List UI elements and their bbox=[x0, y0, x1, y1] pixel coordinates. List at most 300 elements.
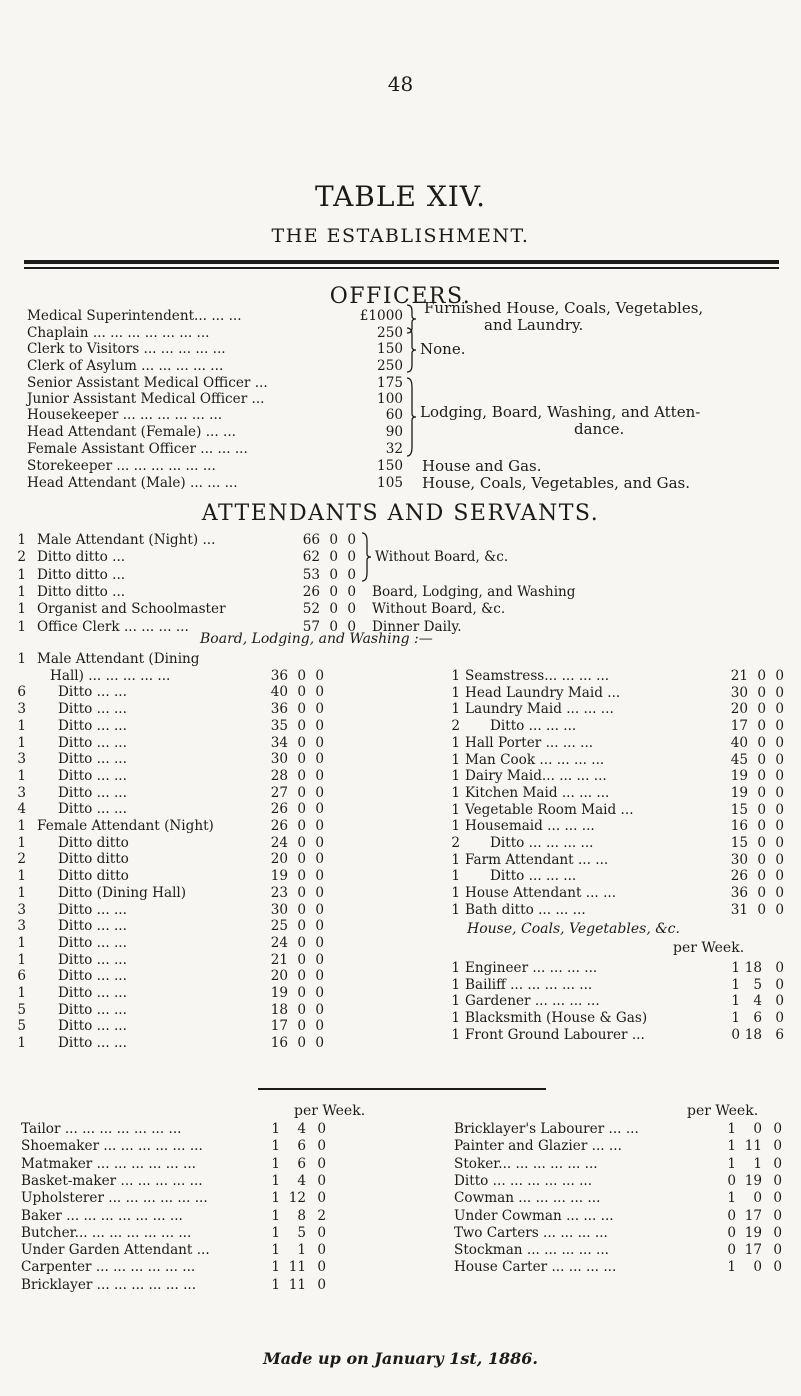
row-count: 1 bbox=[451, 868, 460, 885]
row-label: Upholsterer ... ... ... ... ... ... bbox=[21, 1190, 208, 1207]
pounds: 0 bbox=[731, 1026, 740, 1043]
row-label: Stockman ... ... ... ... ... bbox=[454, 1242, 609, 1259]
pounds: 66 bbox=[302, 532, 320, 548]
shillings: 0 bbox=[297, 834, 306, 851]
shillings: 0 bbox=[757, 751, 766, 768]
pence: 0 bbox=[315, 834, 324, 851]
row-label: Bailiff ... ... ... ... ... bbox=[465, 976, 593, 993]
shillings: 6 bbox=[753, 1010, 762, 1027]
pence: 0 bbox=[773, 1259, 782, 1276]
row-label: Ditto ditto ... bbox=[37, 549, 126, 566]
shillings: 0 bbox=[753, 1259, 762, 1276]
row-count: 1 bbox=[451, 801, 460, 818]
row-count: 1 bbox=[17, 717, 26, 734]
row-label: Head Laundry Maid ... bbox=[465, 684, 621, 701]
pence: 0 bbox=[317, 1138, 326, 1155]
row-count: 1 bbox=[17, 651, 26, 667]
row-label: House Attendant ... ... bbox=[465, 885, 617, 902]
row-label: Ditto ... ... bbox=[58, 1035, 127, 1052]
row-label: Male Attendant (Night) ... bbox=[37, 532, 216, 548]
row-count: 3 bbox=[17, 701, 26, 718]
row-label: Hall) ... ... ... ... ... bbox=[50, 667, 171, 684]
row-label: Farm Attendant ... ... bbox=[465, 851, 609, 868]
row-label: Carpenter ... ... ... ... ... ... bbox=[21, 1259, 196, 1276]
shillings: 0 bbox=[297, 985, 306, 1001]
pounds: 0 bbox=[727, 1172, 736, 1189]
pounds: 40 bbox=[730, 734, 748, 751]
row-count: 1 bbox=[17, 951, 26, 968]
pence: 0 bbox=[775, 818, 784, 835]
pence: 0 bbox=[775, 784, 784, 801]
per-week-label: per Week. bbox=[687, 1103, 759, 1119]
pounds: 1 bbox=[271, 1276, 280, 1293]
row-count: 3 bbox=[17, 918, 26, 935]
row-count: 1 bbox=[17, 868, 26, 885]
shillings: 0 bbox=[297, 818, 306, 834]
row-count: 1 bbox=[451, 668, 460, 684]
shillings: 0 bbox=[297, 667, 306, 684]
row-label: Seamstress... ... ... ... bbox=[465, 668, 610, 684]
shillings: 18 bbox=[744, 1026, 762, 1043]
house-heading: House, Coals, Vegetables, &c. bbox=[467, 921, 680, 937]
shillings: 0 bbox=[297, 701, 306, 718]
row-count: 1 bbox=[17, 601, 26, 618]
pounds: 24 bbox=[270, 834, 288, 851]
row-count: 4 bbox=[17, 801, 26, 818]
shillings: 0 bbox=[757, 835, 766, 851]
row-label: Ditto ... ... ... ... ... ... bbox=[454, 1172, 593, 1189]
shillings: 0 bbox=[753, 1121, 762, 1137]
row-note: Without Board, &c. bbox=[372, 601, 506, 618]
officer-salary: 105 bbox=[377, 475, 403, 491]
pence: 0 bbox=[775, 1010, 784, 1027]
pounds: 1 bbox=[271, 1121, 280, 1137]
officer-label: Clerk of Asylum ... ... ... ... ... bbox=[27, 358, 224, 374]
pounds: 36 bbox=[270, 667, 288, 684]
row-note: Without Board, &c. bbox=[375, 549, 509, 566]
pence: 0 bbox=[315, 1018, 324, 1035]
row-label: Ditto ... ... bbox=[58, 985, 127, 1001]
pounds: 0 bbox=[727, 1224, 736, 1241]
shillings: 0 bbox=[297, 1035, 306, 1052]
officer-salary: 150 bbox=[377, 458, 403, 474]
pence: 0 bbox=[775, 835, 784, 851]
brace-mark bbox=[405, 377, 417, 457]
pounds: 17 bbox=[270, 1018, 288, 1035]
row-label: Tailor ... ... ... ... ... ... ... bbox=[21, 1121, 182, 1137]
pounds: 26 bbox=[270, 801, 288, 818]
row-label: Ditto ditto bbox=[58, 851, 129, 868]
row-count: 2 bbox=[451, 718, 460, 735]
row-label: Butcher... ... ... ... ... ... ... bbox=[21, 1224, 192, 1241]
row-label: Cowman ... ... ... ... ... bbox=[454, 1190, 601, 1207]
pence: 0 bbox=[315, 868, 324, 885]
pence: 0 bbox=[315, 1001, 324, 1018]
pence: 0 bbox=[317, 1242, 326, 1259]
pence: 0 bbox=[317, 1224, 326, 1241]
row-label: Ditto ... ... bbox=[58, 1001, 127, 1018]
row-label: Ditto ditto bbox=[58, 868, 129, 885]
row-label: Kitchen Maid ... ... ... bbox=[465, 784, 610, 801]
footer-note: Made up on January 1st, 1886. bbox=[263, 1349, 538, 1368]
row-label: Under Garden Attendant ... bbox=[21, 1242, 210, 1259]
thin-rule bbox=[24, 267, 779, 269]
officer-note: None. bbox=[420, 340, 466, 358]
row-count: 1 bbox=[451, 851, 460, 868]
shillings: 0 bbox=[297, 734, 306, 751]
shillings: 1 bbox=[297, 1242, 306, 1259]
shillings: 0 bbox=[757, 684, 766, 701]
pence: 0 bbox=[775, 868, 784, 885]
row-count: 1 bbox=[451, 684, 460, 701]
pence: 0 bbox=[773, 1172, 782, 1189]
shillings: 0 bbox=[297, 1018, 306, 1035]
pence: 0 bbox=[317, 1276, 326, 1293]
pence: 0 bbox=[773, 1242, 782, 1259]
row-count: 1 bbox=[17, 834, 26, 851]
pence: 0 bbox=[315, 918, 324, 935]
pounds: 16 bbox=[270, 1035, 288, 1052]
pence: 0 bbox=[775, 684, 784, 701]
row-label: Ditto ... ... bbox=[58, 751, 127, 768]
officers-heading: OFFICERS. bbox=[329, 284, 472, 309]
row-label: Ditto ditto ... bbox=[37, 566, 126, 583]
pounds: 19 bbox=[730, 784, 748, 801]
pence: 0 bbox=[773, 1207, 782, 1224]
row-label: Basket-maker ... ... ... ... ... bbox=[21, 1172, 203, 1189]
row-label: Ditto ... ... bbox=[58, 1018, 127, 1035]
row-label: Ditto ... ... bbox=[58, 734, 127, 751]
row-count: 1 bbox=[17, 818, 26, 834]
row-count: 1 bbox=[17, 934, 26, 951]
pence: 0 bbox=[775, 960, 784, 976]
row-count: 1 bbox=[17, 985, 26, 1001]
shillings: 0 bbox=[297, 934, 306, 951]
row-label: Ditto ... ... ... bbox=[490, 868, 577, 885]
pounds: 36 bbox=[270, 701, 288, 718]
pence: 0 bbox=[315, 784, 324, 801]
pounds: 26 bbox=[270, 818, 288, 834]
officer-note: and Laundry. bbox=[484, 316, 584, 334]
row-label: Baker ... ... ... ... ... ... ... bbox=[21, 1207, 183, 1224]
shillings: 0 bbox=[329, 532, 338, 548]
pence: 0 bbox=[315, 851, 324, 868]
officer-note: Lodging, Board, Washing, and Atten- bbox=[420, 403, 701, 421]
row-label: Vegetable Room Maid ... bbox=[465, 801, 634, 818]
shillings: 0 bbox=[297, 1001, 306, 1018]
pounds: 1 bbox=[271, 1242, 280, 1259]
row-label: Stoker... ... ... ... ... ... bbox=[454, 1155, 598, 1172]
pounds: 30 bbox=[730, 851, 748, 868]
pence: 0 bbox=[315, 734, 324, 751]
pounds: 57 bbox=[302, 618, 320, 635]
pence: 0 bbox=[317, 1155, 326, 1172]
heavy-rule bbox=[24, 260, 779, 264]
row-count: 1 bbox=[451, 993, 460, 1010]
row-count: 1 bbox=[451, 1026, 460, 1043]
pounds: 26 bbox=[730, 868, 748, 885]
pounds: 20 bbox=[730, 701, 748, 718]
shillings: 0 bbox=[297, 751, 306, 768]
shillings: 0 bbox=[757, 818, 766, 835]
shillings: 0 bbox=[329, 549, 338, 566]
table-subtitle: THE ESTABLISHMENT. bbox=[271, 225, 530, 247]
pounds: 52 bbox=[302, 601, 320, 618]
shillings: 18 bbox=[744, 960, 762, 976]
row-label: Ditto ditto bbox=[58, 834, 129, 851]
row-label: Housemaid ... ... ... bbox=[465, 818, 595, 835]
shillings: 0 bbox=[329, 583, 338, 600]
row-count: 1 bbox=[17, 532, 26, 548]
officer-salary: 32 bbox=[385, 441, 403, 457]
pounds: 1 bbox=[271, 1207, 280, 1224]
officer-note: House, Coals, Vegetables, and Gas. bbox=[422, 474, 691, 492]
pence: 0 bbox=[347, 532, 356, 548]
pence: 0 bbox=[775, 668, 784, 684]
row-label: Engineer ... ... ... ... bbox=[465, 960, 598, 976]
officer-note: dance. bbox=[574, 420, 625, 438]
section-rule bbox=[258, 1088, 546, 1090]
pounds: 27 bbox=[270, 784, 288, 801]
attendants-heading: ATTENDANTS AND SERVANTS. bbox=[201, 501, 600, 526]
pence: 0 bbox=[347, 566, 356, 583]
row-label: Matmaker ... ... ... ... ... ... bbox=[21, 1155, 196, 1172]
pounds: 26 bbox=[302, 583, 320, 600]
row-label: Ditto ... ... bbox=[58, 901, 127, 918]
row-label: Front Ground Labourer ... bbox=[465, 1026, 645, 1043]
row-label: Bath ditto ... ... ... bbox=[465, 901, 586, 918]
shillings: 0 bbox=[297, 684, 306, 701]
pounds: 25 bbox=[270, 918, 288, 935]
shillings: 5 bbox=[297, 1224, 306, 1241]
shillings: 0 bbox=[329, 618, 338, 635]
pounds: 1 bbox=[727, 1155, 736, 1172]
row-count: 1 bbox=[451, 751, 460, 768]
pence: 0 bbox=[775, 718, 784, 735]
row-count: 1 bbox=[451, 701, 460, 718]
pence: 0 bbox=[773, 1224, 782, 1241]
row-count: 1 bbox=[451, 901, 460, 918]
pence: 0 bbox=[315, 884, 324, 901]
officer-salary: 250 bbox=[377, 325, 403, 341]
row-count: 5 bbox=[17, 1001, 26, 1018]
shillings: 0 bbox=[329, 601, 338, 618]
shillings: 0 bbox=[297, 717, 306, 734]
row-label: Ditto ... ... bbox=[58, 684, 127, 701]
shillings: 12 bbox=[288, 1190, 306, 1207]
pence: 0 bbox=[773, 1190, 782, 1207]
shillings: 0 bbox=[757, 768, 766, 785]
row-count: 3 bbox=[17, 784, 26, 801]
pounds: 15 bbox=[730, 835, 748, 851]
row-label: Ditto ... ... bbox=[58, 934, 127, 951]
officer-salary: 150 bbox=[377, 341, 403, 357]
row-label: Ditto ... ... bbox=[58, 968, 127, 985]
pence: 0 bbox=[315, 801, 324, 818]
shillings: 19 bbox=[744, 1224, 762, 1241]
shillings: 0 bbox=[757, 851, 766, 868]
shillings: 4 bbox=[753, 993, 762, 1010]
officer-salary: 90 bbox=[385, 424, 403, 440]
pounds: 21 bbox=[270, 951, 288, 968]
pence: 0 bbox=[315, 901, 324, 918]
page-number: 48 bbox=[387, 72, 414, 96]
pounds: 21 bbox=[730, 668, 748, 684]
pence: 0 bbox=[775, 801, 784, 818]
row-note: Dinner Daily. bbox=[372, 618, 462, 635]
pounds: 1 bbox=[727, 1259, 736, 1276]
pounds: 23 bbox=[270, 884, 288, 901]
pounds: 1 bbox=[271, 1138, 280, 1155]
row-label: Male Attendant (Dining bbox=[37, 651, 200, 667]
pounds: 1 bbox=[727, 1138, 736, 1155]
pounds: 1 bbox=[731, 993, 740, 1010]
shillings: 0 bbox=[329, 566, 338, 583]
shillings: 6 bbox=[297, 1138, 306, 1155]
officer-label: Female Assistant Officer ... ... ... bbox=[27, 441, 248, 457]
shillings: 0 bbox=[297, 884, 306, 901]
pounds: 19 bbox=[270, 985, 288, 1001]
shillings: 0 bbox=[297, 851, 306, 868]
brace-mark bbox=[360, 532, 372, 582]
pence: 0 bbox=[775, 734, 784, 751]
officer-label: Housekeeper ... ... ... ... ... ... bbox=[27, 407, 223, 423]
row-count: 1 bbox=[17, 618, 26, 635]
row-count: 1 bbox=[451, 734, 460, 751]
shillings: 0 bbox=[753, 1190, 762, 1207]
row-label: Two Carters ... ... ... ... bbox=[454, 1224, 608, 1241]
pence: 6 bbox=[775, 1026, 784, 1043]
pounds: 18 bbox=[270, 1001, 288, 1018]
row-label: Ditto ... ... ... ... bbox=[490, 835, 594, 851]
shillings: 0 bbox=[297, 918, 306, 935]
pence: 0 bbox=[317, 1259, 326, 1276]
shillings: 17 bbox=[744, 1207, 762, 1224]
pence: 0 bbox=[315, 684, 324, 701]
row-label: Dairy Maid... ... ... ... bbox=[465, 768, 607, 785]
row-count: 1 bbox=[451, 784, 460, 801]
pounds: 17 bbox=[730, 718, 748, 735]
row-count: 2 bbox=[17, 549, 26, 566]
shillings: 0 bbox=[757, 718, 766, 735]
officer-label: Senior Assistant Medical Officer ... bbox=[27, 375, 268, 391]
shillings: 8 bbox=[297, 1207, 306, 1224]
pounds: 20 bbox=[270, 968, 288, 985]
shillings: 0 bbox=[297, 968, 306, 985]
row-label: Ditto ditto ... bbox=[37, 583, 126, 600]
pence: 0 bbox=[315, 934, 324, 951]
officer-label: Clerk to Visitors ... ... ... ... ... bbox=[27, 341, 226, 357]
officer-label: Chaplain ... ... ... ... ... ... ... bbox=[27, 325, 210, 341]
shillings: 5 bbox=[753, 976, 762, 993]
shillings: 0 bbox=[297, 784, 306, 801]
row-count: 1 bbox=[17, 884, 26, 901]
shillings: 11 bbox=[288, 1276, 306, 1293]
pence: 0 bbox=[775, 851, 784, 868]
row-count: 1 bbox=[17, 767, 26, 784]
row-count: 1 bbox=[17, 1035, 26, 1052]
officer-salary: 175 bbox=[377, 375, 403, 391]
row-label: Under Cowman ... ... ... bbox=[454, 1207, 614, 1224]
pence: 0 bbox=[315, 818, 324, 834]
pounds: 19 bbox=[730, 768, 748, 785]
pounds: 19 bbox=[270, 868, 288, 885]
row-label: Female Attendant (Night) bbox=[37, 818, 214, 834]
pounds: 36 bbox=[730, 885, 748, 902]
shillings: 11 bbox=[288, 1259, 306, 1276]
shillings: 0 bbox=[297, 951, 306, 968]
row-count: 1 bbox=[17, 734, 26, 751]
pounds: 1 bbox=[731, 976, 740, 993]
officer-label: Junior Assistant Medical Officer ... bbox=[27, 391, 265, 407]
pence: 0 bbox=[773, 1155, 782, 1172]
pounds: 28 bbox=[270, 767, 288, 784]
shillings: 0 bbox=[757, 668, 766, 684]
row-label: Bricklayer's Labourer ... ... bbox=[454, 1121, 639, 1137]
pence: 0 bbox=[315, 985, 324, 1001]
row-count: 3 bbox=[17, 901, 26, 918]
row-label: Ditto ... ... ... bbox=[490, 718, 577, 735]
shillings: 17 bbox=[744, 1242, 762, 1259]
row-count: 1 bbox=[17, 566, 26, 583]
pence: 0 bbox=[775, 768, 784, 785]
pence: 0 bbox=[773, 1121, 782, 1137]
shillings: 0 bbox=[757, 868, 766, 885]
pence: 0 bbox=[347, 601, 356, 618]
per-week-label: per Week. bbox=[294, 1103, 366, 1119]
row-label: Painter and Glazier ... ... bbox=[454, 1138, 622, 1155]
pounds: 45 bbox=[730, 751, 748, 768]
pence: 0 bbox=[347, 549, 356, 566]
row-label: Shoemaker ... ... ... ... ... ... bbox=[21, 1138, 203, 1155]
pounds: 53 bbox=[302, 566, 320, 583]
shillings: 19 bbox=[744, 1172, 762, 1189]
brace-mark bbox=[405, 327, 417, 373]
pence: 0 bbox=[315, 951, 324, 968]
officer-note: House and Gas. bbox=[422, 457, 542, 475]
row-label: Ditto ... ... bbox=[58, 701, 127, 718]
shillings: 0 bbox=[297, 767, 306, 784]
row-count: 1 bbox=[451, 976, 460, 993]
pence: 0 bbox=[315, 1035, 324, 1052]
row-count: 3 bbox=[17, 751, 26, 768]
pounds: 1 bbox=[271, 1259, 280, 1276]
shillings: 0 bbox=[757, 784, 766, 801]
row-count: 5 bbox=[17, 1018, 26, 1035]
pence: 0 bbox=[347, 583, 356, 600]
pence: 0 bbox=[317, 1172, 326, 1189]
row-label: Ditto ... ... bbox=[58, 784, 127, 801]
pence: 0 bbox=[775, 701, 784, 718]
row-count: 2 bbox=[17, 851, 26, 868]
shillings: 0 bbox=[757, 701, 766, 718]
shillings: 4 bbox=[297, 1121, 306, 1137]
row-label: Hall Porter ... ... ... bbox=[465, 734, 594, 751]
pounds: 1 bbox=[727, 1121, 736, 1137]
officer-label: Medical Superintendent... ... ... bbox=[27, 308, 242, 324]
pounds: 1 bbox=[731, 1010, 740, 1027]
row-note: Board, Lodging, and Washing bbox=[372, 583, 576, 600]
pounds: 0 bbox=[727, 1207, 736, 1224]
pounds: 1 bbox=[271, 1172, 280, 1189]
pence: 0 bbox=[315, 968, 324, 985]
pence: 0 bbox=[315, 667, 324, 684]
board-heading: Board, Lodging, and Washing :— bbox=[200, 631, 433, 647]
row-label: Ditto (Dining Hall) bbox=[58, 884, 187, 901]
row-label: Gardener ... ... ... ... bbox=[465, 993, 600, 1010]
officer-label: Head Attendant (Female) ... ... bbox=[27, 424, 236, 440]
shillings: 0 bbox=[757, 734, 766, 751]
